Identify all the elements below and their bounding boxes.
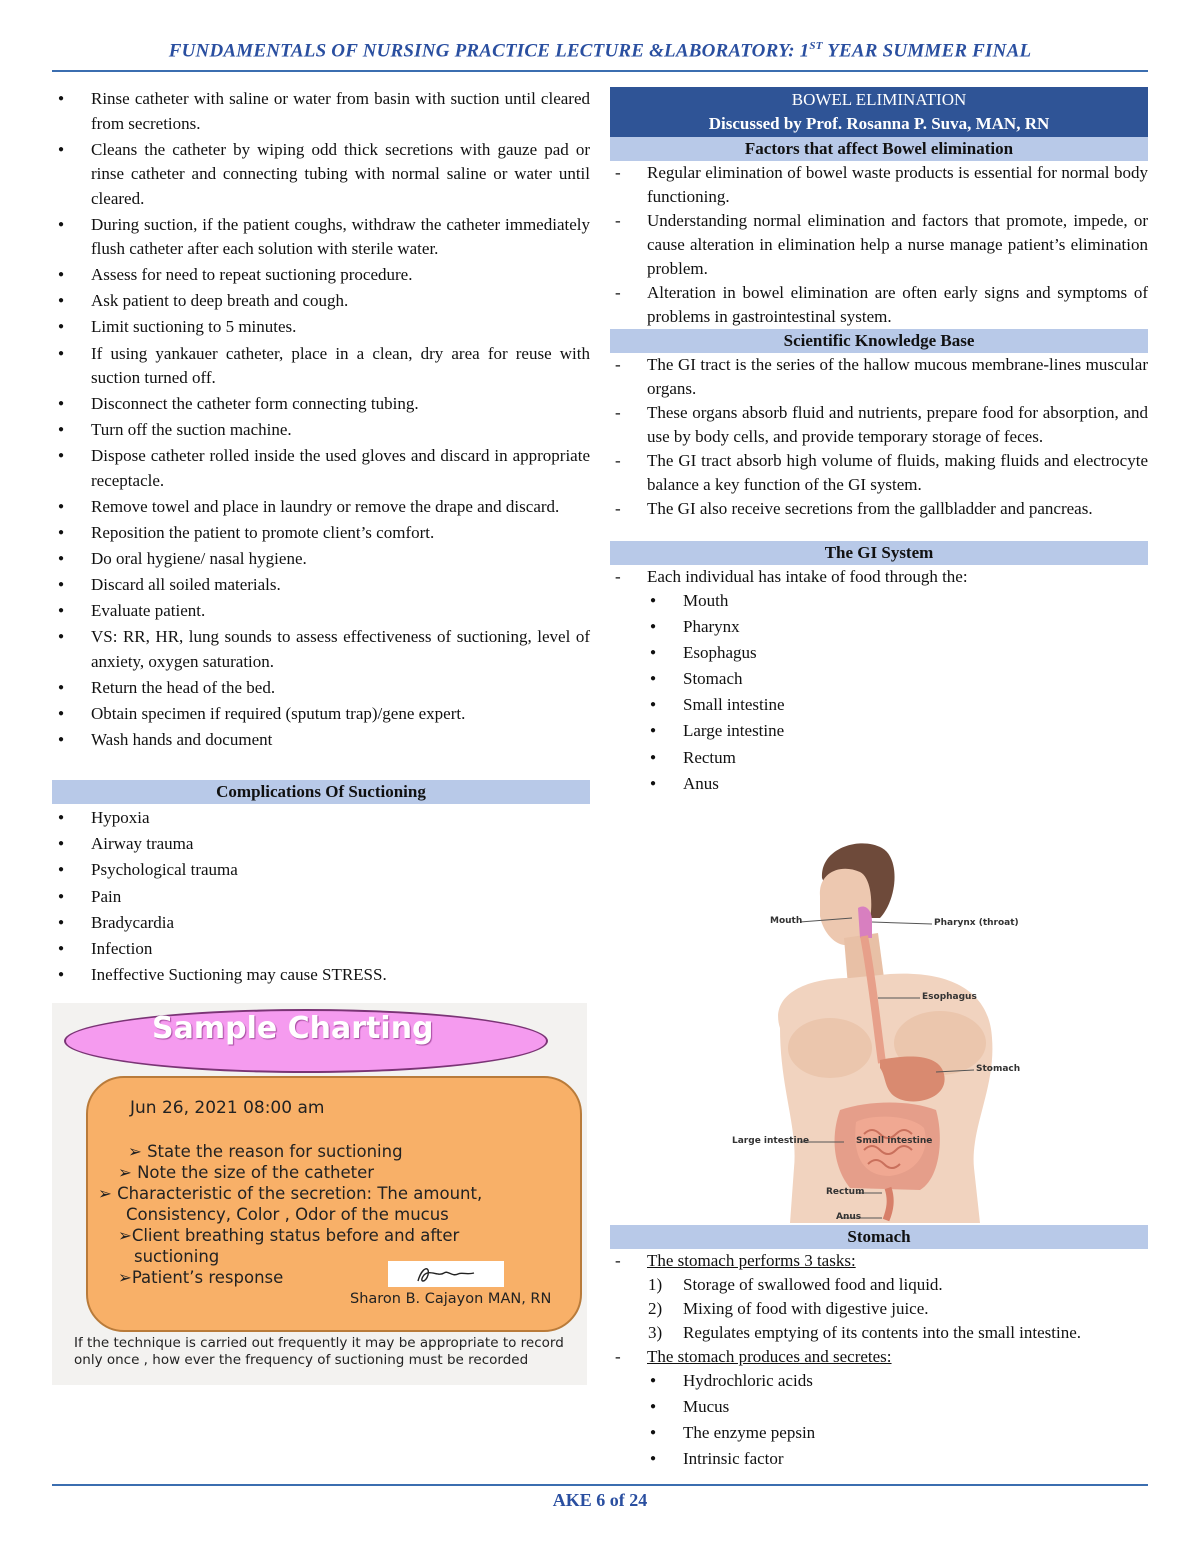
gi-body-figure [760,838,1050,1223]
list-item: ● Disconnect the catheter form connecting tubing. [52,392,590,417]
stomach-tasks-list [610,1273,1148,1345]
charting-signature-name: Sharon B. Cajayon MAN, RN [350,1291,552,1307]
diagram-label: Mouth [770,916,803,926]
list-item: ● Mouth [610,589,1148,614]
stomach-produces-list [610,1369,1148,1472]
list-item: - Regular elimination of bowel waste products is essential for normal body functioning. [610,161,1148,209]
list-item: ● The enzyme pepsin [610,1421,1148,1446]
charting-item: ➢Client breathing status before and after [118,1226,460,1245]
signature-scribble-icon [388,1261,504,1287]
charting-item: Consistency, Color , Odor of the mucus [126,1205,449,1224]
list-item: ● Discard all soiled materials. [52,573,590,598]
charting-item: ➢Patient’s response [118,1268,284,1287]
complications-heading: Complications Of Suctioning [52,780,590,804]
list-number: 1) [648,1275,663,1294]
list-text: Storage of swallowed food and liquid. [683,1275,943,1294]
list-item: ● Limit suctioning to 5 minutes. [52,315,590,340]
list-item: - Each individual has intake of food through the: [610,565,1148,589]
list-item [610,1273,1148,1297]
list-item: - The GI tract is the series of the hallow mucous membrane-lines muscular organs. [610,353,1148,401]
list-item: ● Assess for need to repeat suctioning procedure. [52,263,590,288]
list-number: 3) [648,1323,663,1342]
diagram-label: Anus [836,1212,862,1222]
list-item: ● Anus [610,772,1148,797]
stomach-heading: Stomach [610,1225,1148,1249]
list-item: - The GI also receive secretions from the gallbladder and pancreas. [610,497,1148,521]
scientific-heading: Scientific Knowledge Base [610,329,1148,353]
list-item: ● Intrinsic factor [610,1447,1148,1472]
list-item: ● Wash hands and document [52,728,590,753]
list-item: ● Stomach [610,667,1148,692]
diagram-label: Esophagus [922,992,977,1002]
header-title: FUNDAMENTALS OF NURSING PRACTICE LECTURE &LABORATORY: 1 [168,40,810,62]
factors-list [610,161,1148,329]
list-item: ● Do oral hygiene/ nasal hygiene. [52,547,590,572]
diagram-label: Pharynx (throat) [934,918,1019,928]
left-column [52,87,590,989]
page-header [52,40,1148,72]
list-item: ● During suction, if the patient coughs, withdraw the catheter immediately flush catheter after each solution with sterile water. [52,213,590,262]
page-footer [52,1484,1148,1511]
list-item: ● Rectum [610,746,1148,771]
list-item: ● Rinse catheter with saline or water from basin with suction until cleared from secretions. [52,87,590,136]
list-number: 2) [648,1299,663,1318]
charting-item: ➢ Note the size of the catheter [118,1163,375,1182]
list-item: ● If using yankauer catheter, place in a clean, dry area for reuse with suction turned off. [52,342,590,391]
diagram-label: Rectum [826,1187,865,1197]
list-item: ● Reposition the patient to promote client’s comfort. [52,521,590,546]
list-item: ● Return the head of the bed. [52,676,590,701]
list-item: ● Obtain specimen if required (sputum trap)/gene expert. [52,702,590,727]
diagram-label: Small intestine [856,1136,933,1146]
list-text: Regulates emptying of its contents into the small intestine. [683,1323,1082,1342]
list-item: - Understanding normal elimination and factors that promote, impede, or cause alteration in elimination help a nurse manage patient’s elimination problem. [610,209,1148,281]
diagram-label: Large intestine [732,1136,810,1146]
list-item: - The GI tract absorb high volume of fluids, making fluids and electrocyte balance a key function of the GI system. [610,449,1148,497]
signature-image [388,1261,504,1287]
list-item [610,1345,1148,1369]
header-title-end: YEAR SUMMER FINAL [822,40,1032,62]
list-item: ● Hydrochloric acids [610,1369,1148,1394]
list-item: ● Mucus [610,1395,1148,1420]
charting-item: suctioning [134,1247,220,1266]
scientific-list [610,353,1148,521]
list-item: ● Ask patient to deep breath and cough. [52,289,590,314]
list-item [610,1249,1148,1273]
list-item [610,1297,1148,1321]
gi-intro-list [610,565,1148,589]
list-item: ● Dispose catheter rolled inside the used gloves and discard in appropriate receptacle. [52,444,590,493]
sample-charting-figure [52,1003,587,1385]
stomach-tasks-label: The stomach performs 3 tasks: [647,1251,856,1270]
stomach-section [610,1225,1148,1473]
sample-charting-title: Sample Charting [152,1011,434,1046]
list-item: ● Infection [52,937,590,962]
charting-card [86,1076,582,1332]
gi-system-illustration [732,838,1050,1223]
list-item: - These organs absorb fluid and nutrients, prepare food for absorption, and use by body cells, and provide temporary storage of feces. [610,401,1148,449]
page-number: AKE 6 of 24 [552,1490,648,1510]
charting-note: If the technique is carried out frequently it may be appropriate to record only once , how ever the frequency of suctioning must be recorded [74,1335,564,1368]
list-item: ● Bradycardia [52,911,590,936]
suction-steps-list [52,87,590,753]
list-text: Mixing of food with digestive juice. [683,1299,929,1318]
list-item: ● Hypoxia [52,806,590,831]
factors-heading: Factors that affect Bowel elimination [610,137,1148,161]
list-item: ● Esophagus [610,641,1148,666]
list-item: ● Ineffective Suctioning may cause STRESS. [52,963,590,988]
gi-system-heading: The GI System [610,541,1148,565]
header-sup: ST [809,40,823,52]
stomach-tasks-intro [610,1249,1148,1273]
list-item: ● Turn off the suction machine. [52,418,590,443]
list-item: ● Cleans the catheter by wiping odd thick secretions with gauze pad or rinse catheter and connecting tubing with normal saline or water until cleared. [52,138,590,212]
section-subtitle: Discussed by Prof. Rosanna P. Suva, MAN, RN [708,114,1050,133]
section-header [610,87,1148,137]
list-item: ● Large intestine [610,719,1148,744]
list-item: ● Remove towel and place in laundry or remove the drape and discard. [52,495,590,520]
charting-date: Jun 26, 2021 08:00 am [130,1098,325,1118]
list-item: ● Pharynx [610,615,1148,640]
list-item: ● VS: RR, HR, lung sounds to assess effectiveness of suctioning, level of anxiety, oxygen saturation. [52,625,590,674]
stomach-produces-label: The stomach produces and secretes: [647,1347,892,1366]
diagram-label: Stomach [976,1064,1021,1074]
list-item [610,1321,1148,1345]
list-item: ● Airway trauma [52,832,590,857]
list-item: ● Evaluate patient. [52,599,590,624]
list-item: ● Pain [52,885,590,910]
gi-organs-list [610,589,1148,796]
stomach-produces-intro [610,1345,1148,1369]
list-item: - Alteration in bowel elimination are often early signs and symptoms of problems in gastrointestinal system. [610,281,1148,329]
right-column [610,87,1148,798]
list-item: ● Small intestine [610,693,1148,718]
section-title: BOWEL ELIMINATION [791,90,967,109]
complications-list [52,806,590,987]
charting-item: ➢ Characteristic of the secretion: The amount, [98,1184,483,1203]
list-item: ● Psychological trauma [52,858,590,883]
charting-item: ➢ State the reason for suctioning [128,1142,403,1161]
